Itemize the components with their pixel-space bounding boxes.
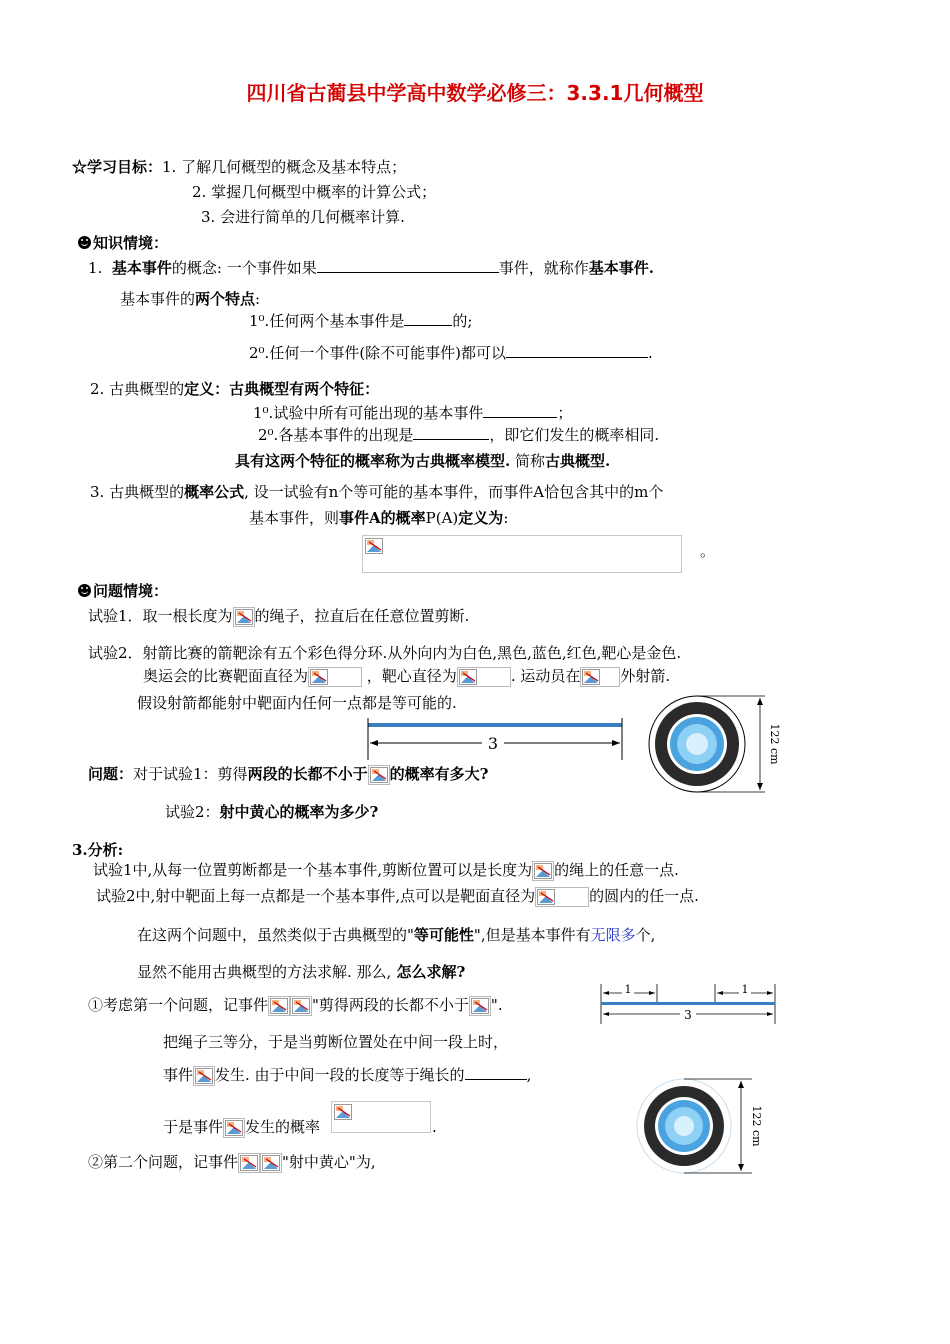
- blank-field[interactable]: [317, 258, 499, 273]
- rope-diagram: [364, 716, 626, 762]
- formula-image-icon: [368, 765, 390, 785]
- analysis-line-2: 试验2中,射中靶面上每一点都是一个基本事件,点可以是靶面直径为 的圆内的任一点.: [96, 887, 699, 905]
- trial-1: 试验1．取一根长度为 的绳子，拉直后在任意位置剪断.: [88, 607, 470, 625]
- formula-image-box: [362, 535, 682, 573]
- probability-period: .: [432, 1118, 437, 1136]
- formula-image-icon: [233, 607, 255, 627]
- blank-field[interactable]: [483, 403, 557, 418]
- formula-line-2: 基本事件，则事件A的概率P(A)定义为:: [249, 509, 509, 527]
- probability-image-box: [331, 1101, 431, 1133]
- formula-image-icon: [308, 667, 362, 687]
- trial-2-line-3: 假设射箭都能射中靶面内任何一点都是等可能的.: [137, 694, 457, 712]
- case-2-line-1: ②第二个问题，记事件 "射中黄心"为,: [88, 1153, 376, 1171]
- goals-label: ☆学习目标：: [72, 158, 163, 176]
- analysis-line-1: 试验1中,从每一位置剪断都是一个基本事件,剪断位置可以是长度为 的绳上的任意一点.: [93, 861, 679, 879]
- blank-field[interactable]: [404, 311, 452, 326]
- formula-image-icon: [532, 861, 554, 881]
- analysis-line-4: 显然不能用古典概型的方法求解. 那么, 怎么求解?: [137, 963, 466, 981]
- formula-image-icon: [469, 996, 491, 1016]
- target-diagram-2: [628, 1076, 778, 1176]
- broken-image-icon: [333, 1103, 353, 1121]
- classic-definition: 2. 古典概型的定义：古典概型有两个特征：: [90, 380, 380, 398]
- formula-image-icon: [260, 1153, 282, 1173]
- trial-2-line-2: 奥运会的比赛靶面直径为 ，靶心直径为 . 运动员在 外射箭.: [143, 667, 671, 685]
- formula-image-icon: [457, 667, 511, 687]
- formula-image-icon: [268, 996, 290, 1016]
- blank-field[interactable]: [465, 1065, 527, 1080]
- trial-2-line-1: 试验2．射箭比赛的箭靶涂有五个彩色得分环.从外向内为白色,黑色,蓝色,红色,靶心是金色.: [88, 644, 682, 662]
- blank-field[interactable]: [413, 425, 489, 440]
- target-diagram: [645, 692, 785, 796]
- smiley-icon: [78, 584, 91, 597]
- rope-length-label: 3: [487, 734, 499, 753]
- page-title: 四川省古蔺县中学高中数学必修三：3.3.1几何概型: [246, 81, 704, 105]
- classic-feature-2: 2⁰.各基本事件的出现是 ，即它们发生的概率相同.: [258, 426, 660, 444]
- formula-image-icon: [193, 1066, 215, 1086]
- knowledge-heading: 知识情境：: [78, 233, 168, 253]
- goal-item-3: 3. 会进行简单的几何概率计算.: [201, 208, 405, 226]
- rope-left-third-label: 1: [624, 983, 632, 996]
- rope-total-label: 3: [684, 1008, 692, 1022]
- target-diameter-label: 122 cm: [768, 723, 781, 765]
- analysis-line-3: 在这两个问题中，虽然类似于古典概型的"等可能性",但是基本事件有无限多个,: [137, 926, 656, 944]
- case-1-line-4: 于是事件 发生的概率: [163, 1118, 321, 1136]
- formula-image-icon: [580, 667, 620, 687]
- feature-2: 2⁰.任何一个事件(除不可能事件)都可以 .: [249, 344, 653, 362]
- formula-image-icon: [238, 1153, 260, 1173]
- target-diameter-label-2: 122 cm: [750, 1105, 763, 1147]
- case-1-line-3: 事件 发生. 由于中间一段的长度等于绳长的 ,: [163, 1066, 532, 1084]
- goals-line-1: [72, 157, 406, 177]
- feature-1: 1⁰.任何两个基本事件是 的;: [249, 312, 473, 330]
- rope-thirds-diagram: [598, 980, 778, 1026]
- goal-item-2: 2. 掌握几何概型中概率的计算公式；: [192, 183, 437, 201]
- classic-summary: 具有这两个特征的概率称为古典概率模型. 简称古典概型.: [235, 452, 611, 470]
- classic-feature-1: 1⁰.试验中所有可能出现的基本事件 ；: [253, 404, 573, 422]
- question-1: 问题：对于试验1：剪得两段的长都不小于 的概率有多大?: [88, 765, 489, 783]
- problem-heading: 问题情境：: [78, 581, 168, 601]
- formula-image-icon: [223, 1118, 245, 1138]
- formula-period: 。: [700, 542, 716, 560]
- basic-event-line: 1. 基本事件的概念: 一个事件如果 事件，就称作基本事件.: [88, 259, 654, 277]
- basic-event-features: 基本事件的两个特点:: [120, 290, 261, 308]
- broken-image-icon: [364, 537, 384, 555]
- case-1-line-1: ①考虑第一个问题，记事件 "剪得两段的长都不小于 ".: [88, 996, 503, 1014]
- formula-image-icon: [535, 887, 589, 907]
- smiley-icon: [78, 236, 91, 249]
- case-1-line-2: 把绳子三等分，于是当剪断位置处在中间一段上时，: [163, 1033, 509, 1051]
- formula-image-icon: [290, 996, 312, 1016]
- rope-right-third-label: 1: [741, 983, 749, 996]
- analysis-heading: 3.分析:: [72, 841, 124, 859]
- blank-field[interactable]: [506, 343, 648, 358]
- goal-item-1: 1. 了解几何概型的概念及基本特点；: [162, 158, 407, 176]
- formula-line-1: 3. 古典概型的概率公式, 设一试验有n个等可能的基本事件，而事件A恰包含其中的m个: [90, 483, 664, 501]
- question-2: 试验2：射中黄心的概率为多少?: [165, 803, 379, 821]
